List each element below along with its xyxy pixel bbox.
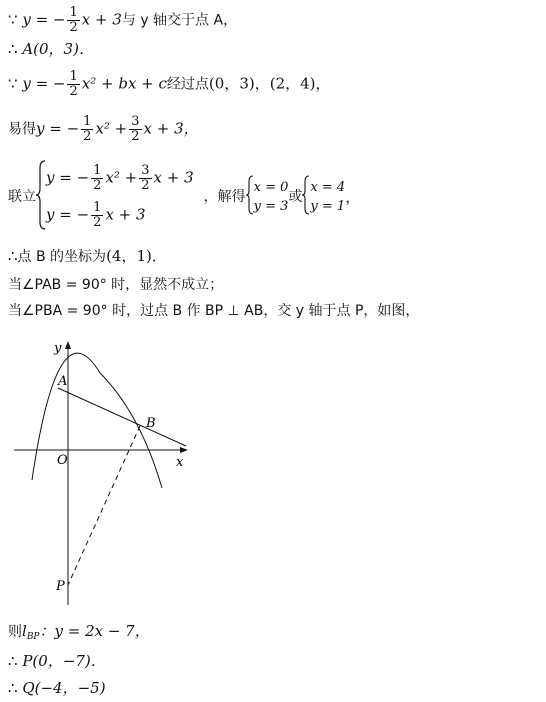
line-ab (58, 388, 186, 446)
fraction: $\frac{3}{2}$ (131, 114, 140, 144)
label-b: B (146, 416, 156, 431)
cn-text: 与 y 轴交于点 A， (121, 12, 238, 29)
line-5 (8, 160, 360, 234)
line-6 (8, 247, 167, 266)
line-3 (8, 70, 331, 99)
x-axis-arrow-icon (180, 447, 188, 453)
therefore-symbol: ∴ (8, 40, 18, 58)
label-a: A (58, 374, 68, 389)
line-1 (8, 6, 237, 35)
point-b: (4，1)． (106, 247, 167, 265)
because-symbol: ∵ (8, 74, 18, 93)
eq-part: x² + (95, 119, 128, 138)
line-7: 当∠PAB = 90° 时，显然不成立； (8, 277, 224, 293)
cn-text: 联立 (8, 189, 36, 205)
eq-part: y = − (22, 10, 66, 29)
coordinate-figure (10, 333, 200, 613)
because-symbol: ∵ (8, 10, 18, 29)
solution-2: x = 4 y = 1 (310, 180, 346, 214)
line-symbol: l (22, 622, 27, 640)
cn-text: 或 (288, 189, 303, 205)
subscript: BP (26, 632, 40, 642)
line-4 (8, 115, 199, 144)
point-q: Q(−4，−5) (22, 679, 106, 697)
therefore-symbol: ∴ (8, 679, 18, 697)
brace-left-icon (246, 175, 254, 219)
eq-part: x² + bx + c (81, 74, 167, 93)
eq-part: y = − (22, 74, 66, 93)
points: (0，3)，(2，4)， (208, 74, 331, 93)
label-x: x (176, 455, 184, 470)
eq-bp: ：y = 2x − 7， (39, 622, 150, 640)
y-axis-arrow-icon (65, 341, 71, 349)
line-9 (8, 622, 150, 646)
point-a: A(0，3)． (22, 40, 94, 58)
line-2 (8, 40, 94, 58)
comma: ， (345, 188, 361, 206)
therefore-symbol: ∴ (8, 652, 18, 670)
cn-text: ，解得 (203, 189, 246, 205)
cn-text: 易得 (8, 121, 36, 138)
system-equations: y = − $\frac{1}{2}$ x² + $\frac{3}{2}$ x + 3 y = − $\frac{1}{2}$ x + 3 (46, 163, 194, 230)
parabola (32, 353, 162, 488)
cn-text: 则 (8, 624, 22, 640)
cn-text: 经过点 (166, 76, 209, 93)
line-11 (8, 679, 106, 697)
point-p: P(0，−7)． (22, 652, 106, 670)
therefore-symbol: ∴ (8, 247, 18, 265)
fraction: $\frac{1}{2}$ (69, 5, 78, 35)
line-8: 当∠PBA = 90° 时，过点 B 作 BP ⊥ AB，交 y 轴于点 P，如图， (8, 303, 420, 319)
eq-part: y = − (36, 119, 80, 138)
label-o: O (57, 453, 68, 468)
line-10 (8, 652, 106, 670)
eq-part: x + 3， (143, 119, 199, 138)
eq-part: x + 3 (81, 10, 122, 29)
fraction: $\frac{1}{2}$ (83, 114, 92, 144)
fraction: $\frac{1}{2}$ (69, 69, 78, 99)
cn-text: 点 B 的坐标为 (17, 249, 107, 265)
solution-1: x = 0 y = 3 (253, 180, 289, 214)
label-p: P (56, 579, 65, 594)
brace-left-icon (36, 160, 46, 234)
label-y: y (54, 341, 62, 356)
